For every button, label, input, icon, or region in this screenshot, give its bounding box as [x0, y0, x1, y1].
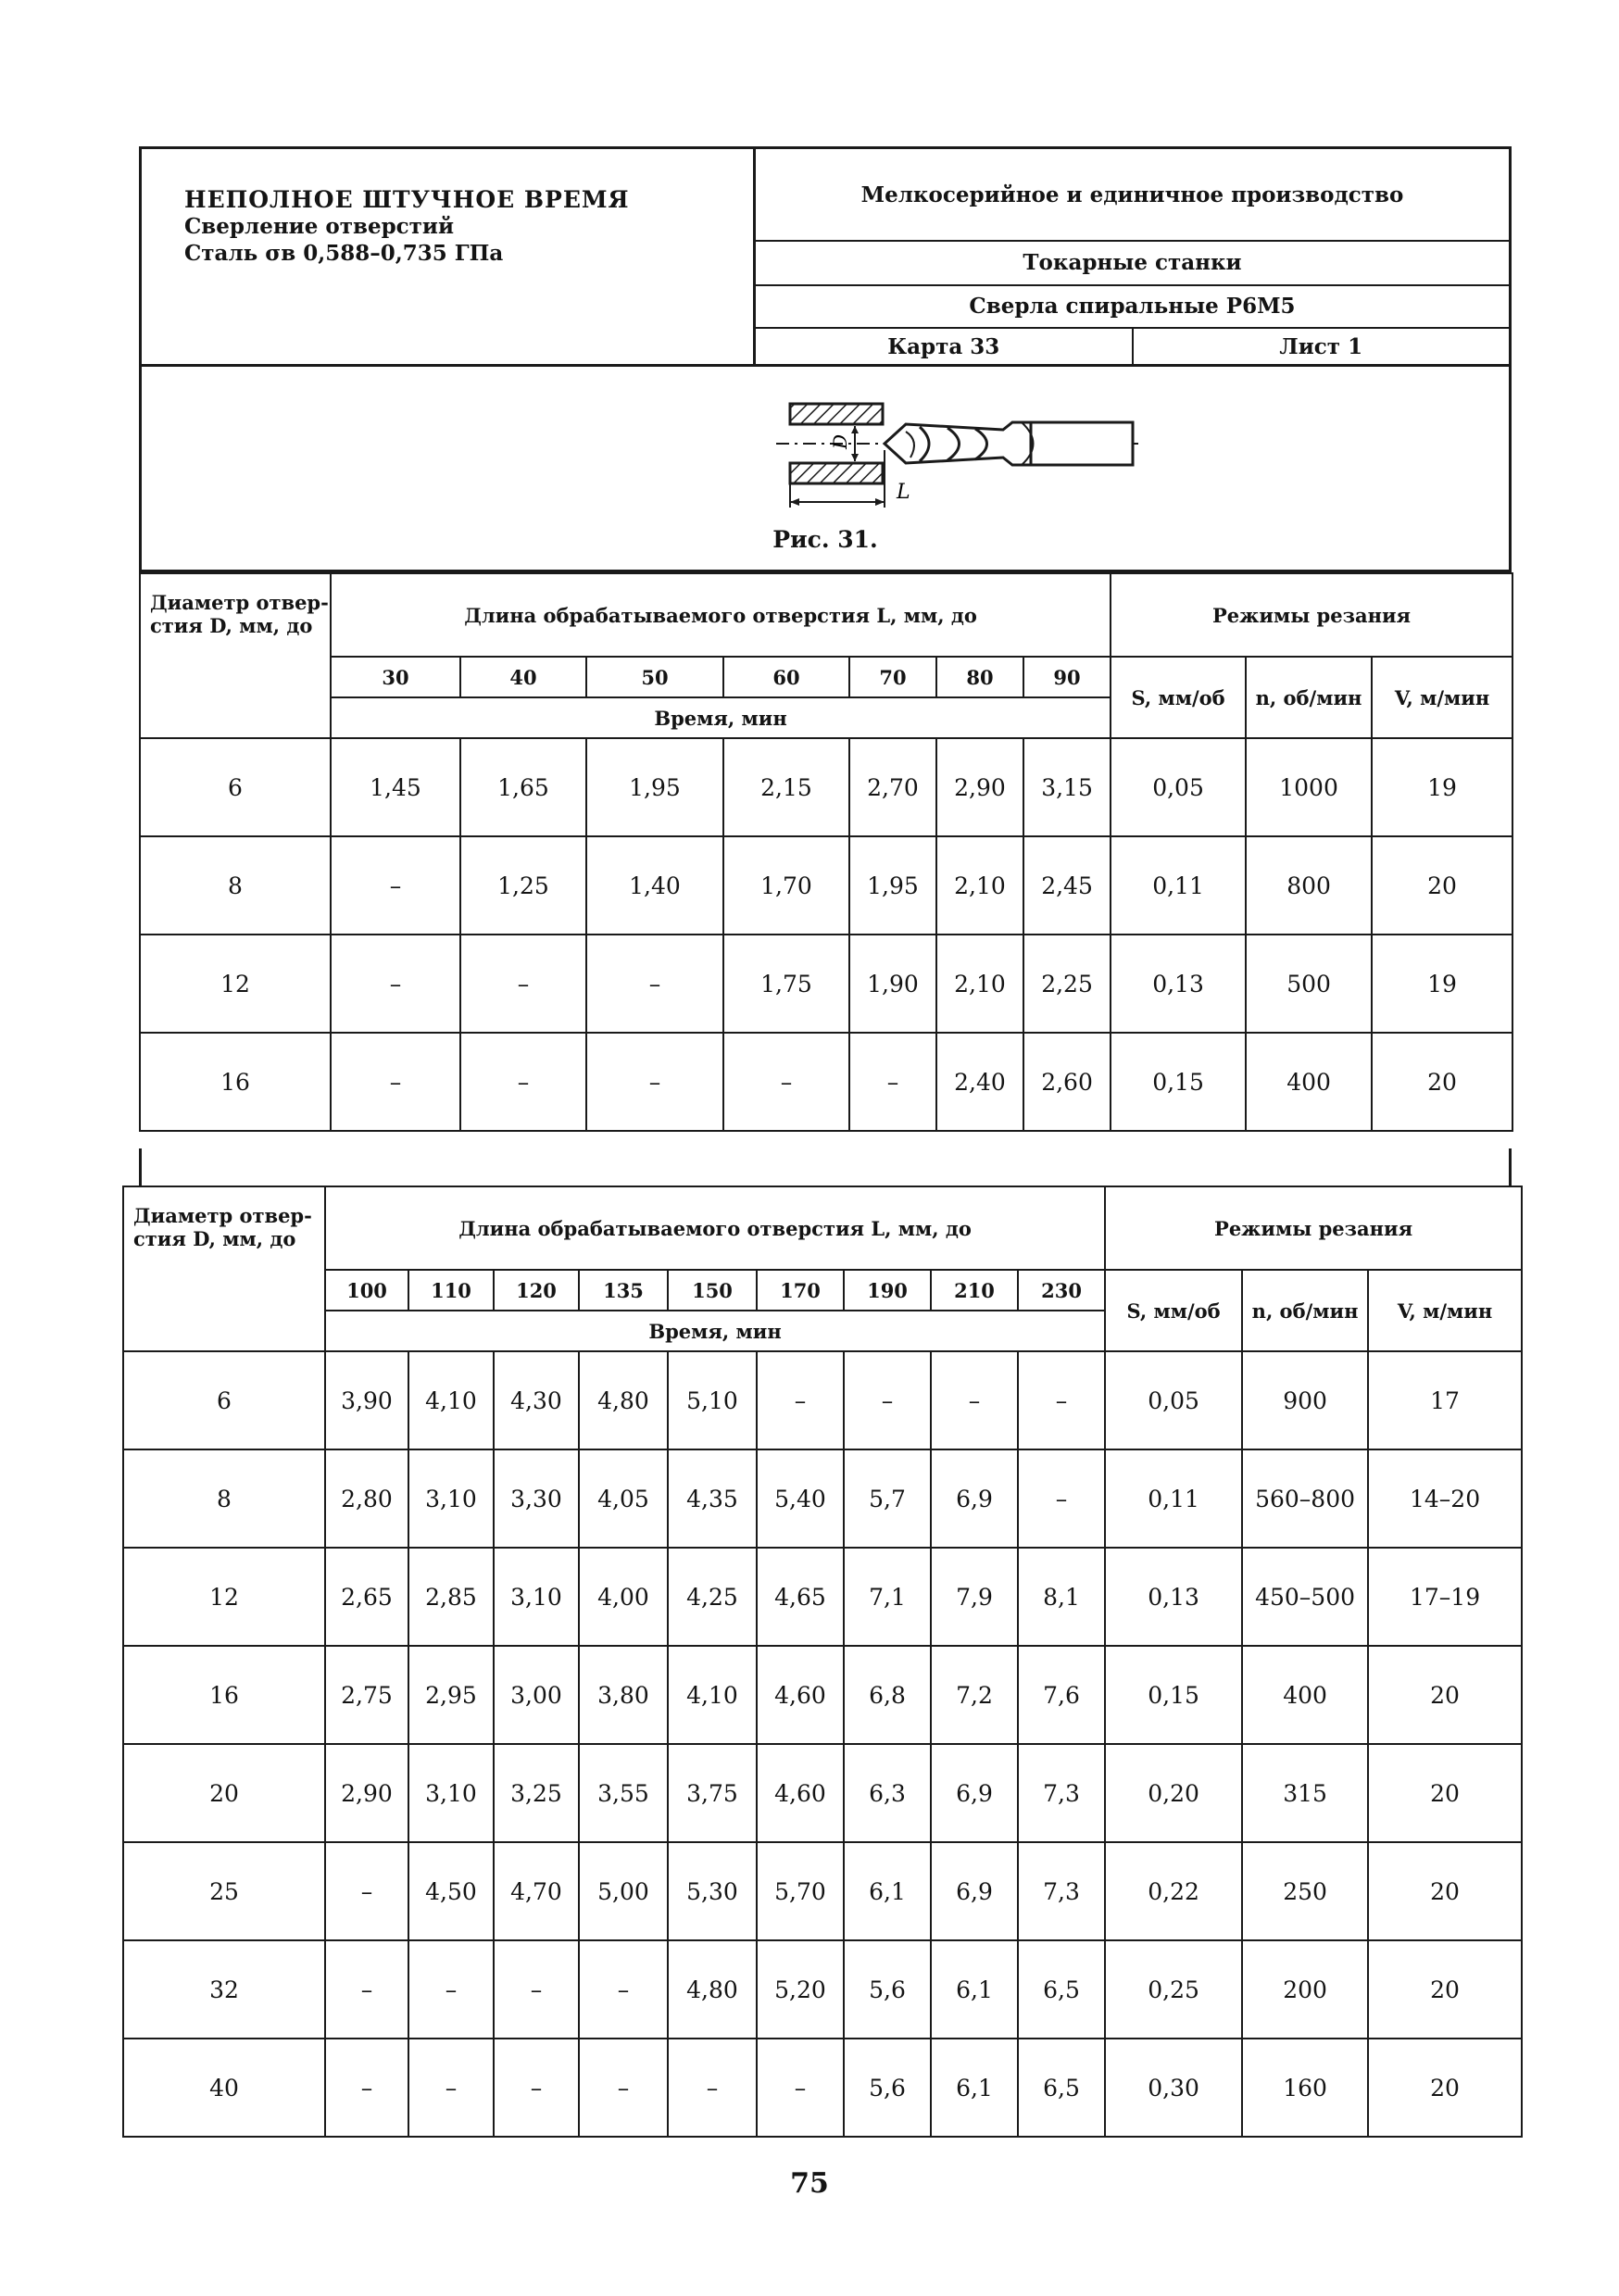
diameter-cell: 12 — [123, 1548, 325, 1646]
diameter-cell: 6 — [123, 1351, 325, 1449]
page-number: 75 — [790, 2167, 829, 2200]
time-cell: – — [579, 1940, 668, 2039]
time-cell: 4,10 — [668, 1646, 757, 1744]
length-header: Длина обрабатываемого отверстия L, мм, до — [331, 573, 1111, 657]
time-cell: 5,6 — [844, 1940, 931, 2039]
figure-caption: Рис. 31. — [772, 526, 878, 553]
time-cell: 6,9 — [931, 1842, 1018, 1940]
time-cell: 6,5 — [1018, 1940, 1105, 2039]
feed-cell: 0,05 — [1111, 738, 1246, 836]
table-row — [123, 1744, 1522, 1842]
time-cell: 2,90 — [325, 1744, 408, 1842]
speed-cell: 200 — [1242, 1940, 1368, 2039]
modes-header: Режимы резания — [1105, 1186, 1522, 1270]
time-cell: – — [325, 1940, 408, 2039]
card-number: Карта 33 — [887, 334, 1000, 359]
time-cell: 1,75 — [723, 935, 849, 1033]
sheet-number: Лист 1 — [1132, 327, 1510, 367]
time-cell: – — [460, 935, 586, 1033]
time-cell: 4,50 — [408, 1842, 494, 1940]
time-cell: 1,95 — [586, 738, 723, 836]
feed-cell: 0,20 — [1105, 1744, 1242, 1842]
speed-cell: 315 — [1242, 1744, 1368, 1842]
velocity-cell: 20 — [1368, 1940, 1522, 2039]
time-cell: 3,10 — [494, 1548, 579, 1646]
feed-col-header: S, мм/об — [1105, 1270, 1242, 1351]
header-block — [139, 146, 1512, 367]
time-cell: 4,30 — [494, 1351, 579, 1449]
time-cell: – — [331, 935, 460, 1033]
feed-cell: 0,13 — [1111, 935, 1246, 1033]
length-col: 170 — [757, 1270, 844, 1311]
table-row — [123, 1449, 1522, 1548]
table-row — [123, 2039, 1522, 2137]
table-gap — [139, 1148, 1512, 1186]
table-row — [123, 1940, 1522, 2039]
time-cell: – — [757, 2039, 844, 2137]
time-cell: – — [331, 1033, 460, 1131]
table-row — [140, 738, 1512, 836]
time-cell: – — [408, 1940, 494, 2039]
time-cell: – — [460, 1033, 586, 1131]
length-col: 120 — [494, 1270, 579, 1311]
production-type: Мелкосерийное и единичное производство — [756, 149, 1509, 242]
tool-type: Сверла спиральные Р6М5 — [756, 284, 1509, 329]
time-cell: 4,80 — [579, 1351, 668, 1449]
velocity-cell: 17 — [1368, 1351, 1522, 1449]
time-cell: – — [931, 1351, 1018, 1449]
time-cell: 7,6 — [1018, 1646, 1105, 1744]
time-cell: – — [579, 2039, 668, 2137]
time-cell: 6,9 — [931, 1449, 1018, 1548]
time-cell: 2,40 — [936, 1033, 1023, 1131]
time-cell: 5,40 — [757, 1449, 844, 1548]
diameter-header: Диаметр отвер-стия D, мм, до — [140, 573, 331, 738]
time-cell: 7,2 — [931, 1646, 1018, 1744]
card-sheet-row — [756, 327, 1509, 367]
table-row — [140, 1033, 1512, 1131]
doc-title: НЕПОЛНОЕ ШТУЧНОЕ ВРЕМЯ — [184, 186, 630, 213]
time-cell: 2,75 — [325, 1646, 408, 1744]
time-cell: 7,3 — [1018, 1842, 1105, 1940]
figure-block — [139, 367, 1512, 572]
time-cell: 5,30 — [668, 1842, 757, 1940]
time-cell: 5,10 — [668, 1351, 757, 1449]
length-col: 190 — [844, 1270, 931, 1311]
diameter-cell: 12 — [140, 935, 331, 1033]
time-cell: 6,9 — [931, 1744, 1018, 1842]
feed-cell: 0,15 — [1105, 1646, 1242, 1744]
speed-cell: 900 — [1242, 1351, 1368, 1449]
feed-cell: 0,11 — [1111, 836, 1246, 935]
time-label: Время, мин — [331, 697, 1111, 738]
velocity-cell: 19 — [1372, 738, 1512, 836]
feed-cell: 0,30 — [1105, 2039, 1242, 2137]
time-cell: 1,25 — [460, 836, 586, 935]
length-col: 60 — [723, 657, 849, 697]
speed-cell: 450–500 — [1242, 1548, 1368, 1646]
time-cell: 1,70 — [723, 836, 849, 935]
speed-cell: 560–800 — [1242, 1449, 1368, 1548]
diameter-cell: 8 — [140, 836, 331, 935]
time-cell: – — [723, 1033, 849, 1131]
length-col: 30 — [331, 657, 460, 697]
time-cell: – — [586, 935, 723, 1033]
time-cell: 7,1 — [844, 1548, 931, 1646]
velocity-cell: 14–20 — [1368, 1449, 1522, 1548]
drill-diagram — [642, 385, 1161, 515]
diameter-cell: 32 — [123, 1940, 325, 2039]
velocity-cell: 20 — [1368, 1842, 1522, 1940]
time-cell: 3,75 — [668, 1744, 757, 1842]
feed-cell: 0,05 — [1105, 1351, 1242, 1449]
workpiece-top-wall — [790, 404, 883, 424]
time-cell: – — [668, 2039, 757, 2137]
time-cell: 3,10 — [408, 1744, 494, 1842]
time-cell: 3,15 — [1023, 738, 1111, 836]
table2-body — [123, 1351, 1522, 2137]
table-row — [123, 1351, 1522, 1449]
diameter-cell: 16 — [140, 1033, 331, 1131]
table1-body — [140, 738, 1512, 1131]
length-col: 40 — [460, 657, 586, 697]
time-cell: 6,1 — [931, 2039, 1018, 2137]
time-cell: 4,65 — [757, 1548, 844, 1646]
time-cell: 5,00 — [579, 1842, 668, 1940]
time-cell: 3,00 — [494, 1646, 579, 1744]
time-table-2 — [122, 1186, 1523, 2138]
time-cell: 1,90 — [849, 935, 936, 1033]
velocity-cell: 20 — [1372, 1033, 1512, 1131]
diameter-label: D — [829, 433, 851, 449]
table-row — [123, 1646, 1522, 1744]
length-col: 230 — [1018, 1270, 1105, 1311]
table-row — [140, 935, 1512, 1033]
time-cell: 2,85 — [408, 1548, 494, 1646]
time-cell: 8,1 — [1018, 1548, 1105, 1646]
modes-header: Режимы резания — [1111, 573, 1512, 657]
speed-cell: 400 — [1242, 1646, 1368, 1744]
time-cell: 5,70 — [757, 1842, 844, 1940]
time-cell: 4,60 — [757, 1646, 844, 1744]
time-cell: 6,1 — [931, 1940, 1018, 2039]
time-cell: 5,20 — [757, 1940, 844, 2039]
length-col: 70 — [849, 657, 936, 697]
time-cell: – — [325, 2039, 408, 2137]
time-cell: 2,10 — [936, 935, 1023, 1033]
time-cell: 2,10 — [936, 836, 1023, 935]
velocity-cell: 20 — [1368, 2039, 1522, 2137]
diameter-header: Диаметр отвер-стия D, мм, до — [123, 1186, 325, 1351]
velocity-cell: 20 — [1368, 1646, 1522, 1744]
length-col: 90 — [1023, 657, 1111, 697]
time-cell: – — [494, 1940, 579, 2039]
length-col: 210 — [931, 1270, 1018, 1311]
speed-cell: 500 — [1246, 935, 1372, 1033]
time-cell: 6,1 — [844, 1842, 931, 1940]
time-cell: 3,10 — [408, 1449, 494, 1548]
time-cell: 1,45 — [331, 738, 460, 836]
table-row — [123, 1548, 1522, 1646]
speed-col-header: n, об/мин — [1242, 1270, 1368, 1351]
time-cell: 4,80 — [668, 1940, 757, 2039]
time-cell: 4,10 — [408, 1351, 494, 1449]
time-cell: – — [586, 1033, 723, 1131]
time-cell: 2,60 — [1023, 1033, 1111, 1131]
time-cell: 4,05 — [579, 1449, 668, 1548]
length-col: 110 — [408, 1270, 494, 1311]
feed-cell: 0,11 — [1105, 1449, 1242, 1548]
length-header: Длина обрабатываемого отверстия L, мм, до — [325, 1186, 1105, 1270]
time-cell: 1,65 — [460, 738, 586, 836]
time-cell: 3,30 — [494, 1449, 579, 1548]
speed-col-header: n, об/мин — [1246, 657, 1372, 738]
time-cell: 6,3 — [844, 1744, 931, 1842]
velocity-cell: 20 — [1372, 836, 1512, 935]
time-cell: 1,95 — [849, 836, 936, 935]
workpiece-bottom-wall — [790, 463, 883, 483]
length-col: 50 — [586, 657, 723, 697]
speed-cell: 250 — [1242, 1842, 1368, 1940]
time-cell: – — [849, 1033, 936, 1131]
diameter-cell: 40 — [123, 2039, 325, 2137]
time-cell: 6,8 — [844, 1646, 931, 1744]
time-cell: 2,15 — [723, 738, 849, 836]
time-cell: – — [1018, 1351, 1105, 1449]
feed-cell: 0,25 — [1105, 1940, 1242, 2039]
velocity-col-header: V, м/мин — [1372, 657, 1512, 738]
time-cell: 4,60 — [757, 1744, 844, 1842]
length-col: 135 — [579, 1270, 668, 1311]
time-cell: 4,00 — [579, 1548, 668, 1646]
time-cell: 6,5 — [1018, 2039, 1105, 2137]
length-col: 80 — [936, 657, 1023, 697]
time-cell: 5,7 — [844, 1449, 931, 1548]
feed-col-header: S, мм/об — [1111, 657, 1246, 738]
time-cell: 4,25 — [668, 1548, 757, 1646]
time-cell: 1,40 — [586, 836, 723, 935]
velocity-cell: 17–19 — [1368, 1548, 1522, 1646]
diameter-cell: 20 — [123, 1744, 325, 1842]
time-table-1 — [139, 572, 1513, 1132]
time-cell: 2,70 — [849, 738, 936, 836]
table-row — [123, 1842, 1522, 1940]
diameter-cell: 25 — [123, 1842, 325, 1940]
time-cell: 5,6 — [844, 2039, 931, 2137]
time-cell: – — [325, 1842, 408, 1940]
velocity-col-header: V, м/мин — [1368, 1270, 1522, 1351]
time-cell: – — [1018, 1449, 1105, 1548]
speed-cell: 400 — [1246, 1033, 1372, 1131]
time-cell: 4,35 — [668, 1449, 757, 1548]
time-cell: 4,70 — [494, 1842, 579, 1940]
time-cell: – — [494, 2039, 579, 2137]
feed-cell: 0,22 — [1105, 1842, 1242, 1940]
time-cell: 3,55 — [579, 1744, 668, 1842]
speed-cell: 800 — [1246, 836, 1372, 935]
diameter-cell: 8 — [123, 1449, 325, 1548]
time-cell: 2,25 — [1023, 935, 1111, 1033]
time-cell: 2,45 — [1023, 836, 1111, 935]
time-cell: 7,3 — [1018, 1744, 1105, 1842]
doc-subtitle: Сверление отверстий — [184, 214, 455, 239]
velocity-cell: 20 — [1368, 1744, 1522, 1842]
speed-cell: 160 — [1242, 2039, 1368, 2137]
velocity-cell: 19 — [1372, 935, 1512, 1033]
material-spec: Сталь σв 0,588–0,735 ГПа — [184, 241, 504, 266]
time-cell: 3,25 — [494, 1744, 579, 1842]
diameter-cell: 6 — [140, 738, 331, 836]
time-cell: 3,80 — [579, 1646, 668, 1744]
time-cell: – — [844, 1351, 931, 1449]
time-cell: 2,90 — [936, 738, 1023, 836]
diameter-cell: 16 — [123, 1646, 325, 1744]
time-cell: 2,95 — [408, 1646, 494, 1744]
machine-type: Токарные станки — [756, 240, 1509, 286]
time-cell: 7,9 — [931, 1548, 1018, 1646]
time-cell: – — [757, 1351, 844, 1449]
table-row — [140, 836, 1512, 935]
time-cell: – — [408, 2039, 494, 2137]
time-cell: 3,90 — [325, 1351, 408, 1449]
speed-cell: 1000 — [1246, 738, 1372, 836]
time-cell: 2,65 — [325, 1548, 408, 1646]
feed-cell: 0,15 — [1111, 1033, 1246, 1131]
time-cell: 2,80 — [325, 1449, 408, 1548]
time-cell: – — [331, 836, 460, 935]
length-col: 100 — [325, 1270, 408, 1311]
drill-shank — [1031, 422, 1133, 465]
feed-cell: 0,13 — [1105, 1548, 1242, 1646]
length-label: L — [897, 481, 910, 504]
header-left-cell — [142, 149, 756, 364]
time-label: Время, мин — [325, 1311, 1105, 1351]
length-col: 150 — [668, 1270, 757, 1311]
